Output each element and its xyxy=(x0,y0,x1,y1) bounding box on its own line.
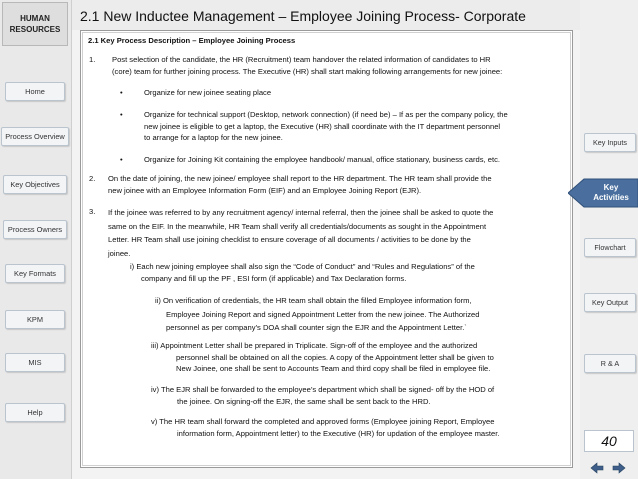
brand-line-2: RESOURCES xyxy=(9,25,61,34)
item-1-number: 1. xyxy=(89,55,96,64)
sub-item-iv: iv) The EJR shall be forwarded to the employee’s department which shall be signed- off by the HOD of the joinee. On signing-off the EJR, the same shall be sent back to the HRD. xyxy=(151,385,495,406)
bullet-3-text: Organize for Joining Kit containing the employee handbook/ manual, office stationary, business cards, etc. xyxy=(144,155,500,164)
brand-line-1: HUMAN xyxy=(20,14,50,23)
nav-help-button[interactable]: Help xyxy=(5,403,65,422)
nav-key-objectives-button[interactable]: Key Objectives xyxy=(3,175,67,194)
section-heading: 2.1 Key Process Description – Employee Joining Process xyxy=(88,36,296,45)
nav-key-formats-button[interactable]: Key Formats xyxy=(5,264,65,283)
key-activities-tab[interactable] xyxy=(568,178,638,208)
nav-kpm-button[interactable]: KPM xyxy=(5,310,65,329)
arrow-right-icon[interactable] xyxy=(612,462,626,474)
bullet-3-mark: • xyxy=(120,155,123,164)
sub-item-ii: ii) On verification of credentials, the HR team shall obtain the filled Employee information form, Employee Joining Report and signed Appointment Letter from the new joinee. The Authorized personnel as per company’s DOA shall counter sign the EJR and the Appointment Letter.` xyxy=(155,296,480,332)
item-1-text: Post selection of the candidate, the HR (Recruitment) team handover the related information of candidates to HR (core) team for further joining process. The Executive (HR) shall start making following arrangements for new joinee: xyxy=(112,55,503,76)
sub-item-iii: iii) Appointment Letter shall be prepared in Triplicate. Sign-off of the employee and the authorized personnel shall be obtained on all the copies. A copy of the Appointment letter shall be given to New Joinee, one shall be sent to Accounts Team and third copy shall be filed in employee file. xyxy=(151,341,494,373)
nav-home-button[interactable]: Home xyxy=(5,82,65,101)
arrow-left-icon[interactable] xyxy=(590,462,604,474)
item-2-number: 2. xyxy=(89,174,96,183)
bullet-1-mark: • xyxy=(120,88,123,97)
item-2-text: On the date of joining, the new joinee/ employee shall report to the HR department. The HR team shall provide the new joinee with an Employee Information Form (EIF) and an Employee Joining Report (EJR). xyxy=(108,174,492,195)
flowchart-button[interactable]: Flowchart xyxy=(584,238,636,257)
r-and-a-button[interactable]: R & A xyxy=(584,354,636,373)
page-number: 40 xyxy=(584,430,634,452)
bullet-2-text: Organize for technical support (Desktop, network connection) (if need be) – If as per the company policy, the new joinee is eligible to get a laptop, the Executive (HR) shall coordinate with the IT department personnel to arrange for a laptop for the new joinee. xyxy=(144,110,508,142)
item-3-text: If the joinee was referred to by any recruitment agency/ internal referral, then the joinee shall be asked to quote the same on the EIF. In the meanwhile, HR Team shall verify all credentials/documents as sought in the Appointment Letter. HR Team shall use joining checklist to ensure coverage of all documents / activities to be done by the joinee. xyxy=(108,208,494,258)
page-title: 2.1 New Inductee Management – Employee Joining Process- Corporate xyxy=(80,8,526,24)
bullet-1-text: Organize for new joinee seating place xyxy=(144,88,272,97)
nav-process-owners-button[interactable]: Process Owners xyxy=(3,220,67,239)
brand-box xyxy=(2,2,68,46)
item-3-number: 3. xyxy=(89,207,96,216)
sub-item-i: i) Each new joining employee shall also sign the “Code of Conduct” and “Rules and Regulations” of the company and fill up the PF , ESI form (if applicable) and Tax Declaration forms. xyxy=(130,262,475,283)
bullet-2-mark: • xyxy=(120,110,123,119)
key-inputs-button[interactable]: Key Inputs xyxy=(584,133,636,152)
key-activities-label: Key Activities xyxy=(593,183,629,202)
nav-process-overview-button[interactable]: Process Overview xyxy=(1,127,69,146)
sub-item-v: v) The HR team shall forward the completed and approved forms (Employee joining Report, Employee information form, Appointment letter) to the Executive (HR) for updation of the employee master. xyxy=(151,417,500,438)
nav-mis-button[interactable]: MIS xyxy=(5,353,65,372)
content-panel xyxy=(80,30,573,468)
key-output-button[interactable]: Key Output xyxy=(584,293,636,312)
